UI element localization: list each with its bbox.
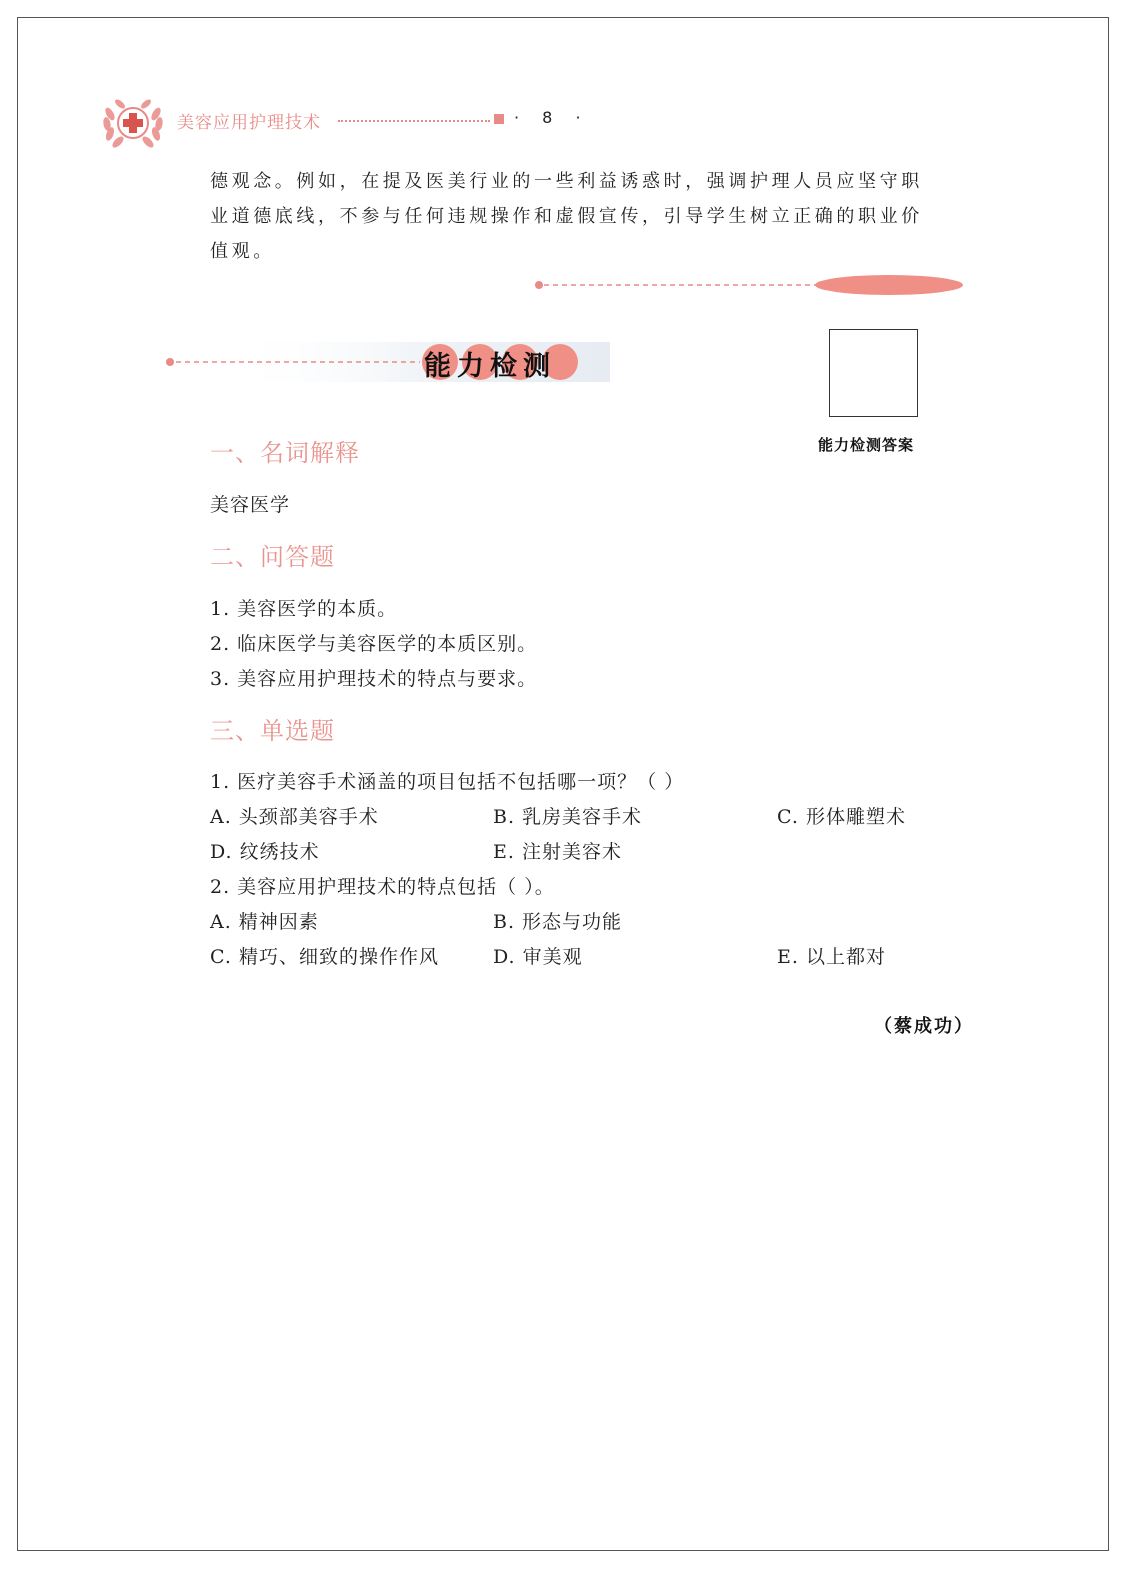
laurel-cross-logo-icon: [100, 90, 166, 152]
option-e: E. 注射美容术: [493, 841, 622, 863]
term-item: 美容医学: [210, 494, 291, 516]
option-d: D. 纹绣技术: [210, 841, 320, 863]
decorative-divider: [534, 274, 964, 296]
banner-title: 能力检测: [424, 351, 556, 382]
question-stem: 2. 美容应用护理技术的特点包括（ ）。: [210, 876, 555, 898]
option-c: C. 精巧、细致的操作作风: [210, 946, 439, 968]
author-credit: （蔡成功）: [874, 1016, 974, 1037]
paragraph-line: 德观念。例如，在提及医美行业的一些利益诱惑时，强调护理人员应坚守职: [210, 171, 923, 192]
option-c: C. 形体雕塑术: [777, 806, 906, 828]
option-a: A. 头颈部美容手术: [210, 806, 379, 828]
section-title: 二、问答题: [210, 543, 335, 571]
header-book-title: 美容应用护理技术: [177, 113, 321, 133]
question-stem: 1. 医疗美容手术涵盖的项目包括不包括哪一项？（ ）: [210, 771, 685, 793]
section-title: 一、名词解释: [210, 439, 360, 467]
header-square-icon: [494, 114, 504, 124]
qr-caption: 能力检测答案: [818, 436, 915, 454]
header-page-number: · 8 ·: [514, 108, 590, 127]
paragraph-line: 业道德底线，不参与任何违规操作和虚假宣传，引导学生树立正确的职业价: [210, 206, 923, 227]
qr-code-image[interactable]: [829, 329, 918, 417]
question-item: 1. 美容医学的本质。: [210, 598, 398, 620]
option-d: D. 审美观: [493, 946, 583, 968]
question-item: 3. 美容应用护理技术的特点与要求。: [210, 668, 538, 690]
option-e: E. 以上都对: [777, 946, 886, 968]
question-item: 2. 临床医学与美容医学的本质区别。: [210, 633, 538, 655]
header-dotted-rule: [338, 120, 490, 122]
option-b: B. 形态与功能: [493, 911, 623, 933]
intro-paragraph: [210, 164, 922, 269]
paragraph-line: 值观。: [210, 241, 275, 262]
section-title: 三、单选题: [210, 717, 335, 745]
option-a: A. 精神因素: [210, 911, 319, 933]
option-b: B. 乳房美容手术: [493, 806, 643, 828]
